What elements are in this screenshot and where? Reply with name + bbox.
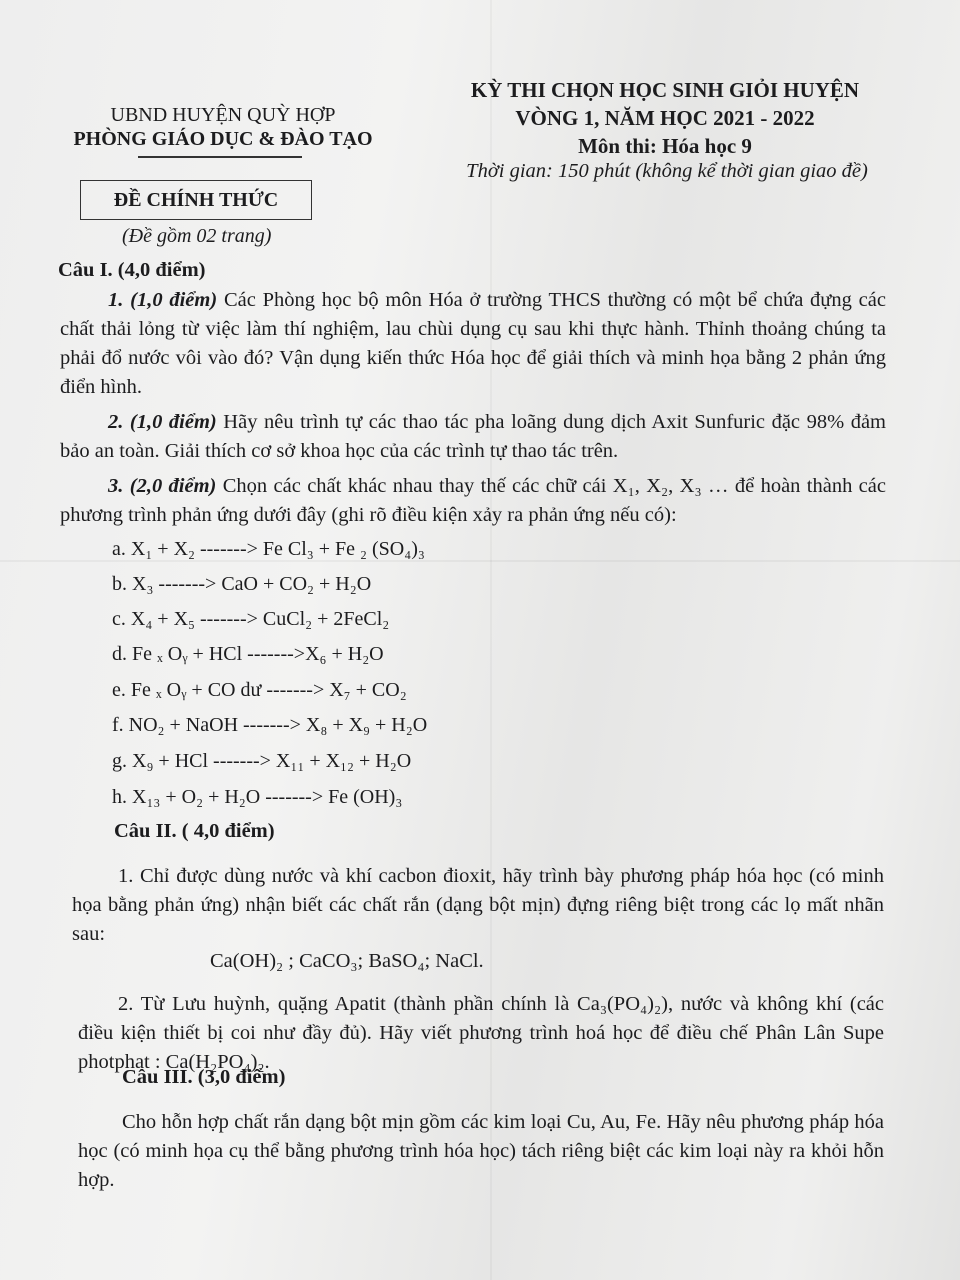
equation-d: d. Fe ₓ Oᵧ + HCl ------->X₆ + H₂O: [112, 643, 384, 665]
question-1-2-text: Hãy nêu trình tự các thao tác pha loãng dung dịch Axit Sunfuric đặc 98% đảm bảo an toàn. Giải thích cơ sở khoa học của các trình tự thao tác trên.: [60, 411, 886, 462]
question-2-2: 2. Từ Lưu huỳnh, quặng Apatit (thành phần chính là Ca₃(PO₄)₂), nước và không khí (các điều kiện thiết bị coi như đầy đủ). Hãy viết phương trình hoá học để điều chế Phân Lân Supe photphat : Ca(H₂PO₄)₂.: [78, 993, 884, 1073]
equation-f: f. NO₂ + NaOH -------> X₈ + X₉ + H₂O: [112, 714, 428, 736]
equation-c: c. X₄ + X₅ -------> CuCl₂ + 2FeCl₂: [112, 608, 390, 630]
section-1-heading-text: Câu I. (4,0 điểm): [58, 259, 206, 281]
equation-e: e. Fe ₓ Oᵧ + CO dư -------> X₇ + CO₂: [112, 679, 407, 701]
district-name: UBND HUYỆN QUỲ HỢP: [110, 104, 336, 126]
question-3: Cho hỗn hợp chất rắn dạng bột mịn gồm các kim loại Cu, Au, Fe. Hãy nêu phương pháp hóa học (có minh họa cụ thể bằng phương trình hóa học) tách riêng biệt các kim loại này ra khỏi hỗn hợp.: [78, 1111, 884, 1191]
question-1-2-label: 2. (1,0 điểm): [108, 411, 217, 433]
department-name: PHÒNG GIÁO DỤC & ĐÀO TẠO: [73, 128, 373, 150]
question-1-3-text: Chọn các chất khác nhau thay thế các chữ cái X₁, X₂, X₃ … để hoàn thành các phương trình phản ứng dưới đây (ghi rõ điều kiện xảy ra phản ứng nếu có):: [60, 475, 886, 526]
section-2-heading: Câu II. ( 4,0 điểm): [114, 820, 275, 842]
header-underline: [138, 156, 302, 158]
question-1-2: [60, 408, 886, 466]
pages-note: (Đề gồm 02 trang): [122, 225, 272, 247]
question-1-1-text: Các Phòng học bộ môn Hóa ở trường THCS thường có một bể chứa đựng các chất thải lỏng từ việc làm thí nghiệm, lau chùi dụng cụ sau khi thực hành. Thỉnh thoảng chúng ta phải đổ nước vôi vào đó? Vận dụng kiến thức Hóa học để giải thích và minh họa bằng 2 phản ứng điển hình.: [60, 289, 886, 398]
equation-b: b. X₃ -------> CaO + CO₂ + H₂O: [112, 573, 372, 595]
official-exam-box: ĐỀ CHÍNH THỨC: [80, 180, 312, 220]
question-2-1-list: Ca(OH)₂ ; CaCO₃; BaSO₄; NaCl.: [210, 950, 484, 972]
question-1-1-label: 1. (1,0 điểm): [108, 289, 218, 311]
section-1-heading: [58, 259, 205, 282]
equation-a: a. X₁ + X₂ -------> Fe Cl₃ + Fe ₂ (SO₄)₃: [112, 538, 425, 560]
question-2-1: 1. Chỉ được dùng nước và khí cacbon đioxit, hãy trình bày phương pháp hóa học (có minh họa bằng phản ứng) nhận biết các chất rắn (dạng bột mịn) đựng riêng biệt trong các lọ mất nhãn sau:: [72, 865, 884, 945]
question-1-1: [60, 286, 886, 402]
paper-fold: [490, 0, 492, 1280]
equation-h: h. X₁₃ + O₂ + H₂O -------> Fe (OH)₃: [112, 786, 403, 808]
exam-title: KỲ THI CHỌN HỌC SINH GIỎI HUYỆN: [470, 78, 860, 102]
question-1-3-label: 3. (2,0 điểm): [108, 475, 217, 497]
exam-duration: Thời gian: 150 phút (không kể thời gian giao đề): [466, 160, 868, 182]
question-1-3: [60, 472, 886, 530]
exam-round: VÒNG 1, NĂM HỌC 2021 - 2022: [515, 106, 815, 130]
exam-subject: Môn thi: Hóa học 9: [578, 134, 752, 158]
equation-g: g. X₉ + HCl -------> X₁₁ + X₁₂ + H₂O: [112, 750, 412, 772]
section-3-heading: Câu III. (3,0 điểm): [122, 1066, 286, 1088]
